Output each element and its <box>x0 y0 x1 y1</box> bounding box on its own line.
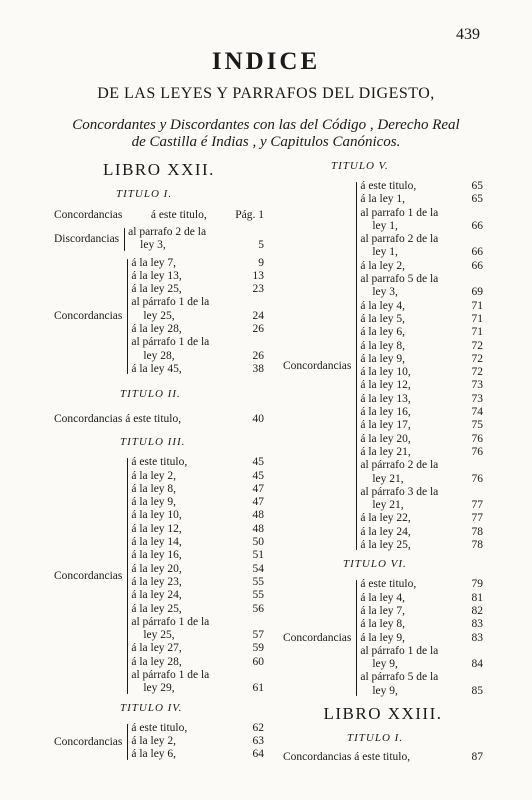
index-entry <box>131 470 264 483</box>
group-items <box>131 456 264 695</box>
index-entry <box>360 658 483 671</box>
concordancias-group <box>54 456 264 695</box>
entry-page: 23 <box>252 283 264 296</box>
entry-page <box>246 226 264 239</box>
index-entry <box>131 336 264 349</box>
index-entry <box>131 363 264 376</box>
entry-page: 78 <box>471 525 483 538</box>
index-entry <box>131 722 264 735</box>
concordancias-group <box>54 257 264 377</box>
index-entry <box>360 393 483 406</box>
entry-text: á la ley 27, <box>131 642 182 655</box>
entry-text: á la ley 12, <box>131 522 182 535</box>
discordancias-group <box>54 226 264 253</box>
entry-text: á este titulo, <box>150 209 207 221</box>
entry-text: al párrafo 1 de la <box>131 296 210 309</box>
entry-text: á la ley 8, <box>131 482 177 495</box>
entry-text: á la ley 7, <box>360 604 406 617</box>
entry-page: 55 <box>252 589 264 602</box>
entry-text: al parrafo 2 de la <box>360 233 439 246</box>
index-entry <box>360 313 483 326</box>
index-entry <box>131 296 264 309</box>
entry-page: Pág. 1 <box>235 209 264 221</box>
entry-page <box>246 296 264 309</box>
entry-text: á la ley 6, <box>131 748 177 761</box>
index-entry <box>131 589 264 602</box>
entry-page: 56 <box>252 602 264 615</box>
entry-text: á la ley 12, <box>360 379 411 392</box>
entry-page: 55 <box>252 575 264 588</box>
entry-page: 62 <box>252 721 264 734</box>
entry-text: ley 21, <box>372 472 404 485</box>
index-entry <box>360 419 483 432</box>
entry-page: 48 <box>252 522 264 535</box>
entry-text: á la ley 24, <box>131 589 182 602</box>
index-entry <box>131 523 264 536</box>
libro-heading: LIBRO XXIII. <box>323 703 443 723</box>
entry-text: á la ley 10, <box>360 366 411 379</box>
entry-page: 26 <box>252 323 264 336</box>
index-entry <box>360 260 483 273</box>
entry-text: á la ley 28, <box>131 655 182 668</box>
entry-page <box>465 486 483 499</box>
entry-page: 83 <box>471 618 483 631</box>
index-entry <box>131 682 264 695</box>
group-items <box>131 722 264 762</box>
left-column <box>54 160 264 766</box>
index-entry <box>360 379 483 392</box>
brace <box>124 722 131 762</box>
entry-text: al parrafo 5 de la <box>360 273 439 286</box>
entry-text: á la ley 23, <box>131 575 182 588</box>
index-entry <box>131 283 264 296</box>
brace <box>353 578 360 698</box>
concordancias-group <box>283 578 483 698</box>
entry-text: á la ley 9, <box>360 352 406 365</box>
entry-text: á la ley 28, <box>131 323 182 336</box>
entry-text: al párrafo 3 de la <box>360 485 439 498</box>
index-entry <box>360 446 483 459</box>
entry-text: al párrafo 1 de la <box>131 336 210 349</box>
entry-text: á la ley 21, <box>360 445 411 458</box>
entry-text: á este titulo, <box>131 721 188 734</box>
entry-page: 24 <box>252 309 264 322</box>
index-entry <box>360 539 483 552</box>
entry-text: á la ley 16, <box>131 549 182 562</box>
group-label: Concordancias <box>54 569 123 582</box>
index-entry <box>360 605 483 618</box>
entry-text: á la ley 24, <box>360 525 411 538</box>
entry-text: ley 3, <box>372 286 398 299</box>
group-items <box>360 180 483 552</box>
index-entry <box>131 456 264 469</box>
entry-label: Concordancias á este titulo, <box>54 413 182 426</box>
index-entry <box>360 193 483 206</box>
index-entry <box>360 406 483 419</box>
entry-page: 45 <box>252 469 264 482</box>
index-entry <box>131 323 264 336</box>
index-entry <box>131 576 264 589</box>
entry-text: á la ley 25, <box>360 539 411 552</box>
page-subtitle: DE LAS LEYES Y PARRAFOS DEL DIGESTO, <box>97 85 435 102</box>
entry-text: á la ley 4, <box>360 591 406 604</box>
index-entry <box>128 226 264 239</box>
entry-page: 59 <box>252 642 264 655</box>
index-entry <box>283 750 483 764</box>
entry-page: 71 <box>471 299 483 312</box>
entry-text: á la ley 14, <box>131 536 182 549</box>
entry-text: á la ley 9, <box>360 631 406 644</box>
group-items <box>131 257 264 377</box>
index-entry <box>360 499 483 512</box>
index-entry <box>131 629 264 642</box>
index-entry <box>131 549 264 562</box>
index-entry <box>360 473 483 486</box>
entry-text: ley 1, <box>372 246 398 259</box>
group-label: Concordancias <box>283 360 352 373</box>
index-entry <box>131 748 264 761</box>
entry-page: 65 <box>471 180 483 192</box>
index-entry <box>54 412 264 426</box>
index-entry <box>131 310 264 323</box>
entry-text: al parrafo 1 de la <box>360 206 439 219</box>
group-label: Concordancias <box>54 310 123 323</box>
index-entry <box>131 350 264 363</box>
index-entry <box>131 735 264 748</box>
entry-text: á la ley 5, <box>360 312 406 325</box>
entry-page: 83 <box>471 631 483 644</box>
index-entry <box>360 340 483 353</box>
index-entry <box>131 563 264 576</box>
index-entry <box>360 233 483 246</box>
index-entry <box>360 326 483 339</box>
right-column <box>283 160 483 768</box>
entry-text: á la ley 16, <box>360 406 411 419</box>
entry-page: 79 <box>471 578 483 591</box>
entry-page: 71 <box>471 326 483 339</box>
entry-text: á la ley 7, <box>131 256 177 269</box>
entry-page: 72 <box>471 366 483 379</box>
entry-text: á la ley 2, <box>131 734 177 747</box>
entry-page: 60 <box>252 655 264 668</box>
entry-page: 71 <box>471 312 483 325</box>
entry-page: 85 <box>471 684 483 697</box>
titulo-heading: TITULO VI. <box>343 558 407 571</box>
entry-page <box>465 459 483 472</box>
index-entry <box>360 671 483 684</box>
entry-page: 74 <box>471 406 483 419</box>
entry-text: á la ley 8, <box>360 618 406 631</box>
entry-text: á la ley 1, <box>360 193 406 206</box>
entry-page: 48 <box>252 509 264 522</box>
entry-text: á este titulo, <box>360 180 417 192</box>
description-line-1: Concordantes y Discordantes con las del Código , Derecho Real <box>72 117 460 133</box>
entry-page: 77 <box>471 512 483 525</box>
entry-text: á la ley 20, <box>131 562 182 575</box>
entry-text: ley 21, <box>372 499 404 512</box>
entry-text: al párrafo 1 de la <box>131 615 210 628</box>
entry-text: á la ley 25, <box>131 602 182 615</box>
page-description <box>0 117 532 151</box>
index-entry <box>131 270 264 283</box>
entry-text: al párrafo 2 de la <box>360 459 439 472</box>
entry-page: 57 <box>252 629 264 642</box>
entry-text: ley 29, <box>143 682 175 695</box>
entry-page: 69 <box>471 286 483 299</box>
entry-page: 72 <box>471 339 483 352</box>
concordancias-group <box>283 180 483 552</box>
entry-text: á la ley 10, <box>131 509 182 522</box>
entry-page: 76 <box>471 445 483 458</box>
libro-heading: LIBRO XXII. <box>103 160 215 179</box>
entry-text: ley 1, <box>372 219 398 232</box>
titulo-heading: TITULO I. <box>347 731 404 744</box>
entry-page: 9 <box>258 256 264 269</box>
index-entry <box>360 353 483 366</box>
entry-page: 50 <box>252 536 264 549</box>
entry-text: á la ley 22, <box>360 512 411 525</box>
entry-page: 76 <box>471 432 483 445</box>
index-entry <box>131 642 264 655</box>
entry-page: 77 <box>471 499 483 512</box>
entry-text: ley 25, <box>143 629 175 642</box>
entry-page: 65 <box>471 193 483 206</box>
entry-text: al párrafo 1 de la <box>131 669 210 682</box>
index-entry <box>360 685 483 698</box>
index-entry <box>131 669 264 682</box>
entry-page: 5 <box>258 239 264 252</box>
entry-page: 45 <box>252 456 264 469</box>
index-entry <box>360 526 483 539</box>
entry-page: 73 <box>471 379 483 392</box>
entry-page: 66 <box>471 246 483 259</box>
entry-text: á la ley 2, <box>131 469 177 482</box>
titulo-heading: TITULO II. <box>120 388 181 401</box>
index-entry <box>360 286 483 299</box>
entry-text: ley 25, <box>143 309 175 322</box>
entry-page: 82 <box>471 604 483 617</box>
group-items <box>128 226 264 253</box>
entry-page <box>246 616 264 629</box>
entry-text: á la ley 20, <box>360 432 411 445</box>
entry-text: ley 9, <box>372 684 398 697</box>
entry-text: ley 3, <box>140 239 166 252</box>
entry-text: á la ley 8, <box>360 339 406 352</box>
entry-page: 51 <box>252 549 264 562</box>
entry-page: 73 <box>471 392 483 405</box>
entry-page: 66 <box>471 259 483 272</box>
entry-text: á la ley 17, <box>360 419 411 432</box>
index-entry <box>131 656 264 669</box>
entry-text: á este titulo, <box>131 456 188 469</box>
titulo-heading: TITULO IV. <box>120 701 183 714</box>
index-entry <box>54 208 264 222</box>
entry-text: á la ley 25, <box>131 283 182 296</box>
entry-text: á la ley 13, <box>131 269 182 282</box>
entry-text: á la ley 45, <box>131 362 182 375</box>
index-entry <box>360 459 483 472</box>
index-entry <box>360 207 483 220</box>
group-label: Discordancias <box>54 233 120 246</box>
entry-page <box>465 273 483 286</box>
entry-page: 72 <box>471 352 483 365</box>
index-entry <box>360 366 483 379</box>
index-entry <box>360 486 483 499</box>
entry-page: 61 <box>252 682 264 695</box>
description-line-2: de Castilla é Indias , y Capitulos Canónicos. <box>131 134 401 150</box>
entry-text: á la ley 13, <box>360 392 411 405</box>
brace <box>124 257 131 377</box>
brace <box>124 456 131 695</box>
index-entry <box>360 645 483 658</box>
titulo-heading: TITULO V. <box>331 160 389 172</box>
entry-text: al parrafo 2 de la <box>128 226 207 238</box>
brace <box>353 180 360 552</box>
index-entry <box>131 603 264 616</box>
index-entry <box>131 257 264 270</box>
entry-page: 63 <box>252 734 264 747</box>
entry-text: á la ley 2, <box>360 259 406 272</box>
index-entry <box>360 220 483 233</box>
entry-text: al párrafo 5 de la <box>360 671 439 684</box>
titulo-heading: TITULO III. <box>120 436 186 449</box>
entry-page: 47 <box>252 496 264 509</box>
entry-page: 40 <box>252 413 264 426</box>
entry-text: á la ley 4, <box>360 299 406 312</box>
entry-label: Concordancias á este titulo, <box>283 750 411 763</box>
entry-page: 76 <box>471 472 483 485</box>
entry-page <box>246 336 264 349</box>
index-entry <box>131 496 264 509</box>
titulo-heading: TITULO I. <box>116 188 173 200</box>
entry-page <box>465 233 483 246</box>
entry-text: á la ley 6, <box>360 326 406 339</box>
entry-text: ley 28, <box>143 349 175 362</box>
entry-page <box>465 207 483 220</box>
index-entry <box>131 483 264 496</box>
entry-text: á este titulo, <box>360 578 417 591</box>
index-entry <box>360 300 483 313</box>
entry-page: 81 <box>471 591 483 604</box>
entry-page: 54 <box>252 562 264 575</box>
entry-text: al párrafo 1 de la <box>360 644 439 657</box>
index-entry <box>360 512 483 525</box>
index-entry <box>360 618 483 631</box>
index-entry <box>131 536 264 549</box>
page-number: 439 <box>456 26 480 43</box>
index-entry <box>360 592 483 605</box>
page-title: INDICE <box>211 48 321 75</box>
group-items <box>360 578 483 698</box>
entry-page: 87 <box>471 750 483 763</box>
concordancias-group <box>54 722 264 762</box>
entry-page <box>465 671 483 684</box>
entry-page: 64 <box>252 748 264 761</box>
group-label: Concordancias <box>283 632 352 645</box>
entry-text: á la ley 9, <box>131 496 177 509</box>
index-entry <box>360 180 483 193</box>
entry-page <box>465 645 483 658</box>
entry-page: 13 <box>252 269 264 282</box>
entry-text: ley 9, <box>372 658 398 671</box>
entry-page: 47 <box>252 482 264 495</box>
index-entry <box>131 509 264 522</box>
entry-label: Concordancias <box>54 209 123 221</box>
index-entry <box>131 616 264 629</box>
index-entry <box>360 632 483 645</box>
group-label: Concordancias <box>54 735 123 748</box>
entry-page: 78 <box>471 539 483 552</box>
index-entry <box>360 433 483 446</box>
index-entry <box>360 578 483 591</box>
entry-page: 66 <box>471 219 483 232</box>
entry-page <box>246 669 264 682</box>
index-entry <box>360 273 483 286</box>
entry-page: 75 <box>471 419 483 432</box>
brace <box>121 226 128 253</box>
entry-page: 84 <box>471 658 483 671</box>
entry-page: 38 <box>252 362 264 375</box>
index-entry <box>360 246 483 259</box>
index-entry <box>128 239 264 252</box>
entry-page: 26 <box>252 349 264 362</box>
